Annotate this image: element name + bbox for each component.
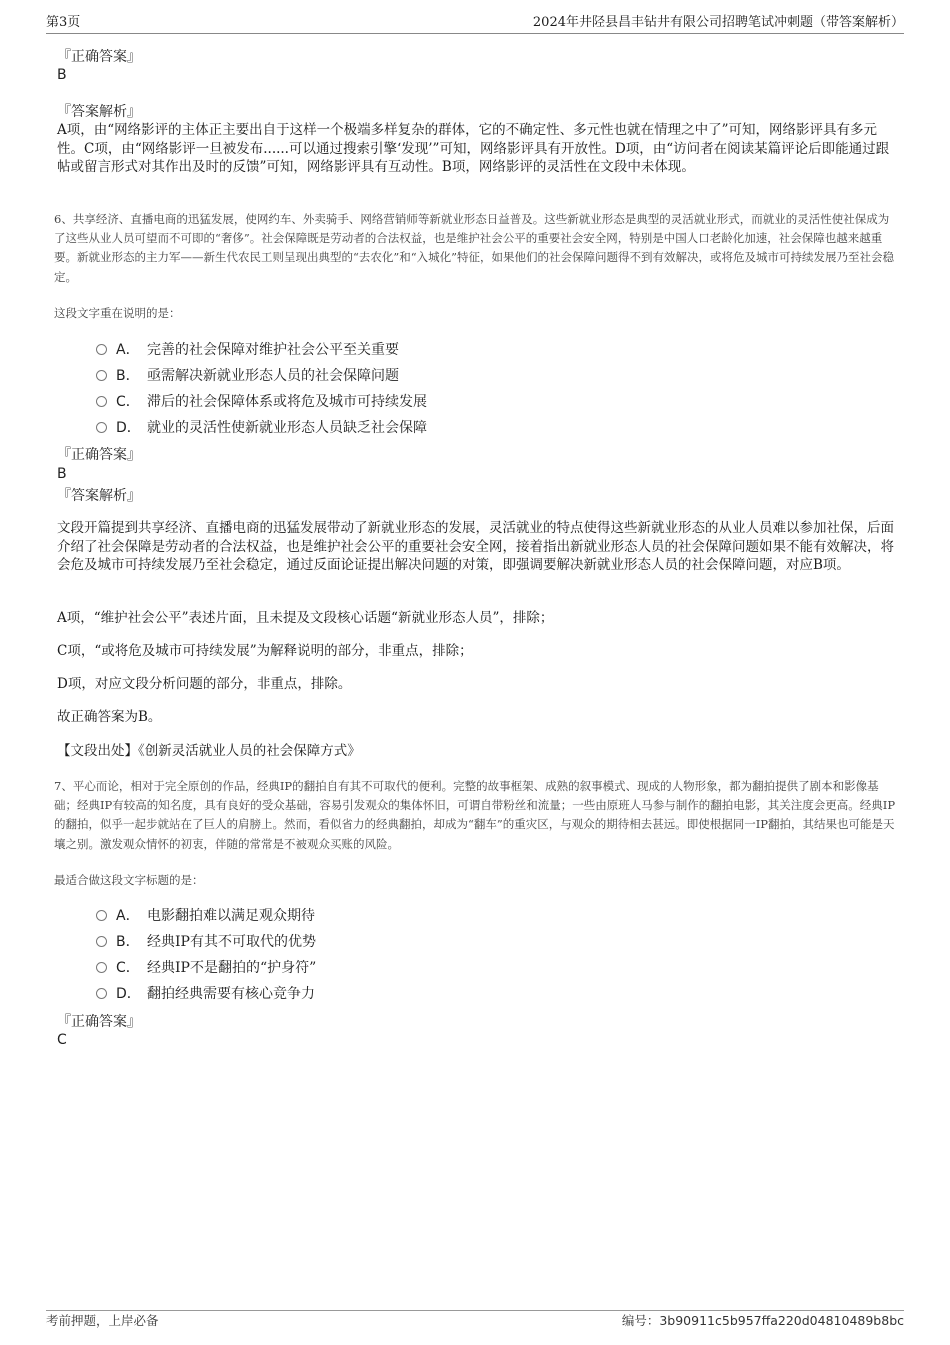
q6-answer: B xyxy=(57,466,67,482)
q7-stem: 7、平心而论，相对于完全原创的作品，经典IP的翻拍自有其不可取代的便利。完整的故事框架、成熟的叙事模式、现成的人物形象，都为翻拍提供了剧本和影像基础；经典IP有较高的知名度，具有良好的受众基础，容易引发观众的集体怀旧，可谓自带粉丝和流量；一些由原班人马参与制作的翻拍电影，其关注度会更高。经典IP的翻拍，似乎一起步就站在了巨人的肩膀上。然而，看似省力的经典翻拍，却成为“翻车”的重灾区，与观众的期待相去甚远。即使根据同一IP翻拍，其结果也可能是天壤之别。激发观众情怀的初衷，伴随的常常是不被观众买账的风险。 xyxy=(54,779,896,851)
q6-analysis-p2: A项，“维护社会公平”表述片面，且未提及文段核心话题“新就业形态人员”，排除； xyxy=(57,610,554,626)
q7-answer-label: 『正确答案』 xyxy=(57,1014,141,1030)
q6-option-b[interactable]: B． 亟需解决新就业形态人员的社会保障问题 xyxy=(96,365,399,387)
q6-stem: 6、共享经济、直播电商的迅猛发展，使网约车、外卖骑手、网络营销师等新就业形态日益普及。这些新就业形态是典型的灵活就业形式，而就业的灵活性使社保成为了这些从业人员可望而不可即的“奢侈”。社会保障既是劳动者的合法权益，也是维护社会公平的重要社会安全网，特别是中国人口老龄化加速，社会保障也越来越重要。新就业形态的主力军——新生代农民工则呈现出典型的“去农化”和“入城化”特征，如果他们的社会保障问题得不到有效解决，或将危及城市可持续发展乃至社会稳定。 xyxy=(54,212,895,284)
document-title: 2024年井陉县昌丰钻井有限公司招聘笔试冲刺题（带答案解析） xyxy=(532,15,904,30)
header-divider xyxy=(46,33,904,34)
q6-question: 这段文字重在说明的是： xyxy=(54,306,181,320)
footer-divider xyxy=(46,1310,904,1311)
q6-analysis-label: 『答案解析』 xyxy=(57,488,141,504)
radio-icon[interactable] xyxy=(96,370,107,381)
radio-icon[interactable] xyxy=(96,988,107,999)
q6-source: 【文段出处】《创新灵活就业人员的社会保障方式》 xyxy=(57,743,361,759)
q5-analysis-label: 『答案解析』 xyxy=(57,104,141,120)
q7-option-a[interactable]: A． 电影翻拍难以满足观众期待 xyxy=(96,905,315,927)
q7-option-c[interactable]: C． 经典IP不是翻拍的“护身符” xyxy=(96,957,316,979)
q5-answer: B xyxy=(57,67,67,83)
q6-option-c[interactable]: C． 滞后的社会保障体系或将危及城市可持续发展 xyxy=(96,391,427,413)
page-number: 第3页 xyxy=(46,15,81,30)
q7-option-b[interactable]: B． 经典IP有其不可取代的优势 xyxy=(96,931,316,953)
page-footer xyxy=(46,1312,904,1330)
q5-analysis-text: A项，由“网络影评的主体正主要出自于这样一个极端多样复杂的群体，它的不确定性、多元性也就在情理之中了”可知，网络影评具有多元性。C项，由“网络影评一旦被发布......可以通过搜索引擎‘发现’”可知，网络影评具有开放性。D项，由“访问者在阅读某篇评论后即能通过跟帖或留言形式对其作出及时的反馈”可知，网络影评具有互动性。B项，网络影评的灵活性在文段中未体现。 xyxy=(57,122,890,176)
q7-answer: C xyxy=(57,1032,67,1048)
radio-icon[interactable] xyxy=(96,344,107,355)
radio-icon[interactable] xyxy=(96,936,107,947)
page-header xyxy=(46,14,904,32)
radio-icon[interactable] xyxy=(96,396,107,407)
radio-icon[interactable] xyxy=(96,962,107,973)
q6-analysis-p3: C项，“或将危及城市可持续发展”为解释说明的部分，非重点，排除； xyxy=(57,643,473,659)
q5-answer-label: 『正确答案』 xyxy=(57,49,141,65)
radio-icon[interactable] xyxy=(96,910,107,921)
q7-question: 最适合做这段文字标题的是： xyxy=(54,873,204,887)
q6-analysis-p1: 文段开篇提到共享经济、直播电商的迅猛发展带动了新就业形态的发展，灵活就业的特点使得这些新就业形态的从业人员难以参加社保，后面介绍了社会保障是劳动者的合法权益，也是维护社会公平的重要社会安全网，接着指出新就业形态人员的社会保障问题如果不能有效解决，将会危及城市可持续发展乃至社会稳定，通过反面论证提出解决问题的对策，即强调要解决新就业形态人员的社会保障问题，对应B项。 xyxy=(57,520,894,574)
footer-serial: 编号：3b90911c5b957ffa220d04810489b8bc xyxy=(621,1313,904,1328)
q7-option-d[interactable]: D． 翻拍经典需要有核心竞争力 xyxy=(96,983,315,1005)
q6-option-a[interactable]: A． 完善的社会保障对维护社会公平至关重要 xyxy=(96,339,399,361)
q6-analysis-p5: 故正确答案为B。 xyxy=(57,709,162,725)
q6-analysis-p4: D项，对应文段分析问题的部分，非重点，排除。 xyxy=(57,676,352,692)
footer-slogan: 考前押题，上岸必备 xyxy=(46,1313,159,1328)
q6-option-d[interactable]: D． 就业的灵活性使新就业形态人员缺乏社会保障 xyxy=(96,417,427,439)
q6-answer-label: 『正确答案』 xyxy=(57,447,141,463)
radio-icon[interactable] xyxy=(96,422,107,433)
